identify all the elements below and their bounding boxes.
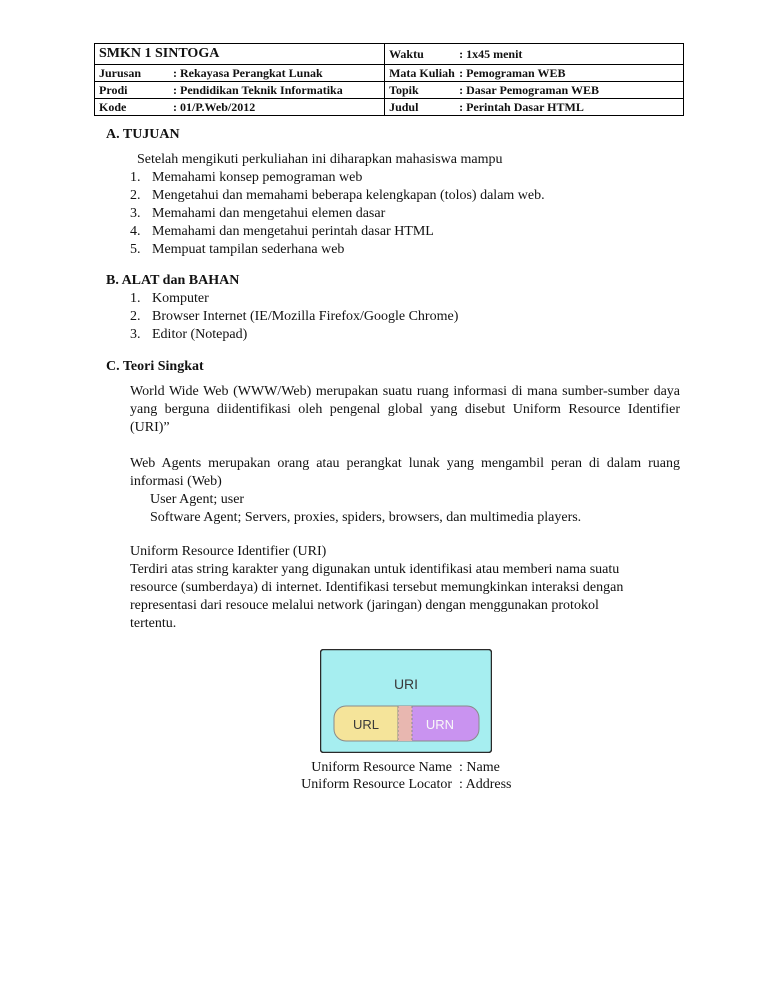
list-text: Memahami dan mengetahui perintah dasar HTML [152, 224, 434, 239]
topik-cell [385, 82, 684, 99]
header-row [95, 99, 684, 116]
list-number: 3. [130, 327, 141, 342]
section-b-list [130, 290, 458, 344]
judul-value: : Perintah Dasar HTML [459, 100, 584, 114]
list-number: 3. [130, 206, 141, 221]
url-urn-overlap [398, 706, 412, 741]
url-label: URL [352, 717, 380, 732]
list-number: 2. [130, 309, 141, 324]
caption-meaning: : Address [459, 777, 512, 792]
list-item [130, 509, 581, 527]
header-table [94, 43, 684, 116]
judul-label: Judul [389, 100, 419, 114]
caption-term: Uniform Resource Locator [301, 777, 452, 792]
jurusan-label: Jurusan [99, 66, 142, 80]
waktu-label: Waktu [389, 47, 424, 61]
jurusan-cell [95, 65, 385, 82]
list-number: 2. [130, 188, 141, 203]
section-a-heading: A. TUJUAN [106, 127, 180, 142]
prodi-value: : Pendidikan Teknik Informatika [173, 83, 343, 97]
caption-row [288, 776, 512, 794]
web-agents-paragraph: Web Agents merupakan orang atau perangkat lunak yang mengambil peran di dalam ruang informasi (Web) [130, 456, 680, 489]
uri-line: resource (sumberdaya) di internet. Identifikasi tersebut memungkinkan interaksi dengan [130, 580, 624, 595]
list-number: 1. [130, 291, 141, 306]
list-item [130, 290, 458, 308]
caption-row [288, 759, 500, 777]
judul-cell [385, 99, 684, 116]
list-item [130, 308, 458, 326]
list-item [130, 491, 581, 509]
list-item [130, 205, 545, 223]
list-item [130, 169, 545, 187]
urn-label: URN [425, 717, 455, 732]
uri-line: representasi dari resouce melalui network (jaringan) dengan menggunakan protokol [130, 598, 599, 613]
list-text: Memahami dan mengetahui elemen dasar [152, 206, 386, 221]
topik-value: : Dasar Pemograman WEB [459, 83, 599, 97]
caption-meaning: : Name [459, 760, 500, 775]
prodi-cell [95, 82, 385, 99]
header-row [95, 65, 684, 82]
kode-value: : 01/P.Web/2012 [173, 100, 256, 114]
jurusan-value: : Rekayasa Perangkat Lunak [173, 66, 323, 80]
list-number: 5. [130, 242, 141, 257]
list-text: Editor (Notepad) [152, 327, 248, 342]
www-paragraph: World Wide Web (WWW/Web) merupakan suatu ruang informasi di mana sumber-sumber daya yang berguna diidentifikasi oleh pengenal global yang disebut Uniform Resource Identifier (URI)” [130, 384, 680, 435]
kode-cell [95, 99, 385, 116]
uri-title: Uniform Resource Identifier (URI) [130, 544, 327, 559]
list-item [130, 241, 545, 259]
list-number: 1. [130, 170, 141, 185]
list-text: Memahami konsep pemograman web [152, 170, 363, 185]
agents-bullet-list [130, 491, 581, 527]
mata-kuliah-value: : Pemograman WEB [459, 66, 566, 80]
section-b-heading: B. ALAT dan BAHAN [106, 273, 240, 288]
section-c-heading: C. Teori Singkat [106, 359, 204, 374]
list-item [130, 326, 458, 344]
list-text: Software Agent; Servers, proxies, spiders, browsers, dan multimedia players. [150, 510, 582, 525]
section-a-intro: Setelah mengikuti perkuliahan ini diharapkan mahasiswa mampu [137, 152, 503, 167]
mata-kuliah-label: Mata Kuliah [389, 66, 455, 80]
section-a-list [130, 169, 545, 259]
waktu-value: : 1x45 menit [459, 47, 523, 61]
list-number: 4. [130, 224, 141, 239]
caption-term: Uniform Resource Name [311, 760, 452, 775]
prodi-label: Prodi [99, 83, 128, 97]
list-item [130, 223, 545, 241]
list-text: User Agent; user [150, 492, 245, 507]
kode-label: Kode [99, 100, 127, 114]
list-text: Komputer [152, 291, 209, 306]
school-name: SMKN 1 SINTOGA [95, 44, 385, 65]
header-row [95, 82, 684, 99]
uri-line: Terdiri atas string karakter yang digunakan untuk identifikasi atau memberi nama suatu [130, 562, 620, 577]
list-item [130, 187, 545, 205]
uri-diagram [320, 649, 492, 753]
list-text: Browser Internet (IE/Mozilla Firefox/Google Chrome) [152, 309, 459, 324]
list-text: Mengetahui dan memahami beberapa kelengkapan (tolos) dalam web. [152, 188, 545, 203]
topik-label: Topik [389, 83, 419, 97]
mata-kuliah-cell [385, 65, 684, 82]
list-text: Mempuat tampilan sederhana web [152, 242, 345, 257]
uri-line: tertentu. [130, 616, 177, 631]
uri-diagram-label: URI [393, 676, 419, 692]
header-row-top [95, 44, 684, 65]
waktu-cell [385, 44, 684, 65]
